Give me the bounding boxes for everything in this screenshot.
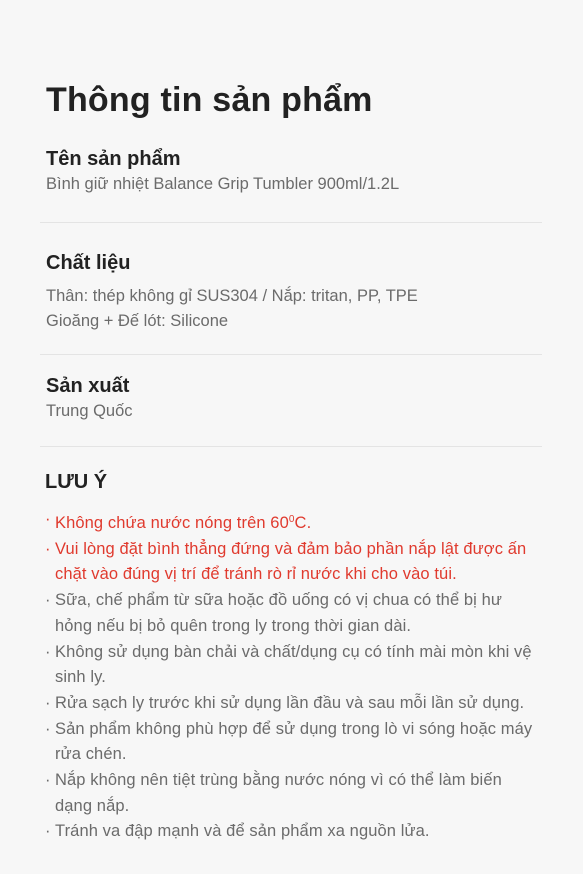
bullet: · (45, 510, 51, 528)
bullet: · (45, 539, 51, 558)
section-divider (40, 222, 542, 223)
bullet: · (45, 822, 51, 841)
product-name-heading: Tên sản phẩm (46, 148, 181, 170)
product-name-value: Bình giữ nhiệt Balance Grip Tumbler 900ml/1.2L (46, 175, 400, 193)
bullet: · (45, 693, 51, 712)
material-heading: Chất liệu (46, 252, 131, 274)
page-title: Thông tin sản phẩm (46, 81, 373, 119)
bullet: · (45, 771, 51, 790)
note-item: · Không chứa nước nóng trên $60^0C$. (45, 507, 539, 537)
product-name-section (46, 146, 543, 197)
note-item: · Nắp không nên tiệt trùng bằng nước nóng vì có thể làm biến dạng nắp. (45, 768, 539, 819)
note-item: · Vui lòng đặt bình thẳng đứng và đảm bảo phần nắp lật được ấn chặt vào đúng vị trí để tránh rò rỉ nước khi cho vào túi. (45, 537, 539, 588)
material-line-2: Gioăng + Đế lót: Silicone (46, 312, 229, 330)
section-divider (40, 446, 542, 447)
notes-list (45, 507, 539, 845)
material-section (46, 250, 543, 334)
note-item: · Sữa, chế phẩm từ sữa hoặc đồ uống có vị chua có thể bị hư hỏng nếu bị bỏ quên trong ly trong thời gian dài. (45, 588, 539, 639)
bullet: · (45, 642, 51, 661)
origin-section (46, 373, 543, 424)
note-item: · Sản phẩm không phù hợp để sử dụng trong lò vi sóng hoặc máy rửa chén. (45, 717, 539, 768)
note-item: · Tránh va đập mạnh và để sản phẩm xa nguồn lửa. (45, 819, 539, 845)
bullet: · (45, 719, 51, 738)
section-divider (40, 354, 542, 355)
notes-heading: LƯU Ý (45, 471, 108, 493)
material-line-1: Thân: thép không gỉ SUS304 / Nắp: tritan, PP, TPE (46, 287, 418, 305)
origin-value: Trung Quốc (46, 402, 133, 420)
notes-section (45, 469, 539, 845)
origin-heading: Sản xuất (46, 375, 130, 397)
note-item: · Rửa sạch ly trước khi sử dụng lần đầu và sau mỗi lần sử dụng. (45, 691, 539, 717)
bullet: · (45, 591, 51, 610)
note-item: · Không sử dụng bàn chải và chất/dụng cụ có tính mài mòn khi vệ sinh ly. (45, 640, 539, 691)
